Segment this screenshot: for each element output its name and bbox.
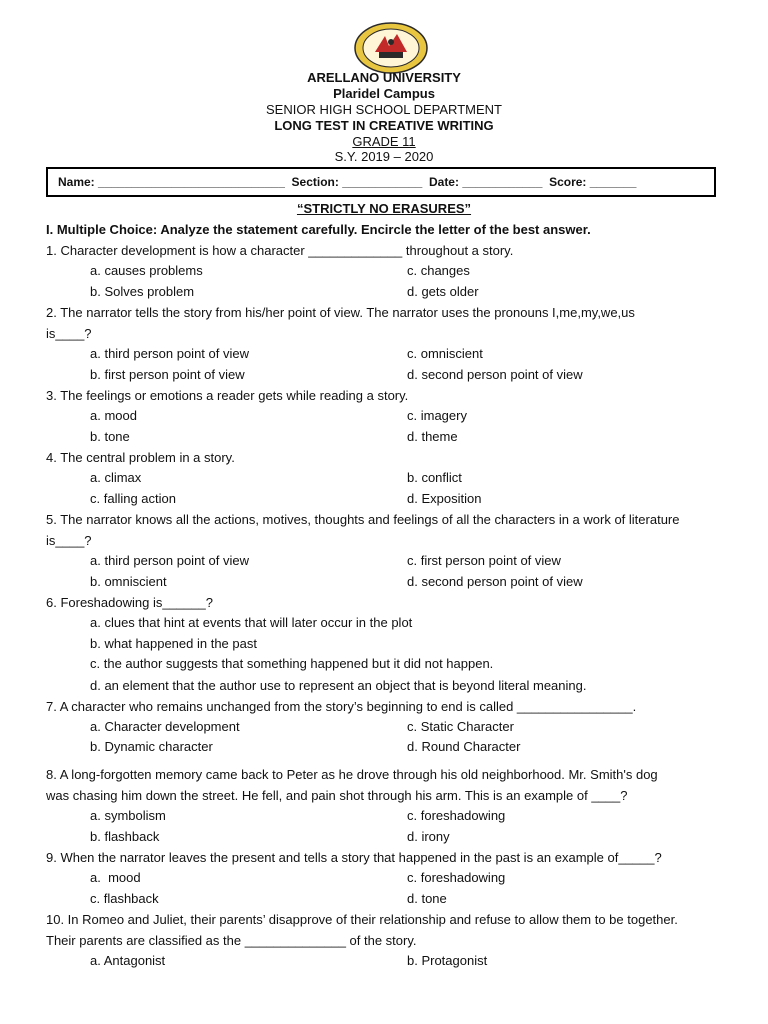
question-8: 8. A long-forgotten memory came back to Peter as he drove through his old neighborhood. Mr. Smith's dog (46, 767, 658, 782)
choice-10a[interactable]: a. Antagonist (90, 953, 166, 968)
choice-8d[interactable]: d. irony (407, 829, 450, 844)
choice-9d[interactable]: d. tone (407, 891, 447, 906)
choice-4d[interactable]: d. Exposition (407, 491, 482, 506)
choice-6a[interactable]: a. clues that hint at events that will later occur in the plot (90, 615, 413, 630)
question-8-cont: was chasing him down the street. He fell, and pain shot through his arm. This is an example of ____? (46, 788, 628, 803)
question-10: 10. In Romeo and Juliet, their parents’ disapprove of their relationship and refuse to allow them to be together. (46, 912, 678, 927)
question-2-cont: is____? (46, 326, 92, 341)
choice-9c-second[interactable]: c. flashback (90, 891, 159, 906)
question-5: 5. The narrator knows all the actions, motives, thoughts and feelings of all the characters in a work of literature (46, 512, 680, 527)
university-name: ARELLANO UNIVERSITY (307, 70, 461, 85)
choice-1b[interactable]: b. Solves problem (90, 284, 195, 299)
choice-8b[interactable]: b. flashback (90, 829, 160, 844)
choice-3c[interactable]: c. imagery (407, 408, 467, 423)
question-6: 6. Foreshadowing is______? (46, 595, 213, 610)
question-10-cont: Their parents are classified as the ______________ of the story. (46, 933, 417, 948)
choice-9a[interactable]: a. mood (90, 870, 141, 885)
grade-level: GRADE 11 (352, 134, 416, 149)
choice-5b[interactable]: b. omniscient (90, 574, 167, 589)
choice-2d[interactable]: d. second person point of view (407, 367, 583, 382)
question-5-cont: is____? (46, 533, 92, 548)
question-2: 2. The narrator tells the story from his/her point of view. The narrator uses the pronouns I,me,my,we,us (46, 305, 635, 320)
choice-6b[interactable]: b. what happened in the past (90, 636, 257, 651)
choice-1d[interactable]: d. gets older (407, 284, 479, 299)
campus-name: Plaridel Campus (333, 86, 435, 101)
no-erasures-notice: “STRICTLY NO ERASURES” (296, 201, 472, 216)
instructions: I. Multiple Choice: Analyze the statement carefully. Encircle the letter of the best answer. (46, 222, 591, 237)
choice-7d[interactable]: d. Round Character (407, 739, 521, 754)
choice-7c[interactable]: c. Static Character (407, 719, 514, 734)
question-7: 7. A character who remains unchanged from the story’s beginning to end is called ________________. (46, 699, 637, 714)
question-9: 9. When the narrator leaves the present and tells a story that happened in the past is an example of_____? (46, 850, 662, 865)
student-info-box[interactable]: Name: ____________________________ Section: ____________ Date: ____________ Score: _______ (46, 167, 716, 197)
choice-8a[interactable]: a. symbolism (90, 808, 166, 823)
choice-2c[interactable]: c. omniscient (407, 346, 483, 361)
choice-6d[interactable]: d. an element that the author use to represent an object that is beyond literal meaning. (90, 678, 587, 693)
test-title: LONG TEST IN CREATIVE WRITING (274, 118, 494, 133)
choice-9c[interactable]: c. foreshadowing (407, 870, 506, 885)
choice-3b[interactable]: b. tone (90, 429, 130, 444)
question-4: 4. The central problem in a story. (46, 450, 235, 465)
choice-3d[interactable]: d. theme (407, 429, 458, 444)
choice-5c[interactable]: c. first person point of view (407, 553, 561, 568)
choice-4a[interactable]: a. climax (90, 470, 142, 485)
choice-8c[interactable]: c. foreshadowing (407, 808, 506, 823)
choice-5d[interactable]: d. second person point of view (407, 574, 583, 589)
choice-10b[interactable]: b. Protagonist (407, 953, 488, 968)
choice-2a[interactable]: a. third person point of view (90, 346, 249, 361)
choice-4b[interactable]: b. conflict (407, 470, 462, 485)
choice-7b[interactable]: b. Dynamic character (90, 739, 213, 754)
school-year: S.Y. 2019 – 2020 (334, 149, 434, 164)
choice-1a[interactable]: a. causes problems (90, 263, 203, 278)
choice-3a[interactable]: a. mood (90, 408, 137, 423)
question-3: 3. The feelings or emotions a reader gets while reading a story. (46, 388, 409, 403)
choice-2b[interactable]: b. first person point of view (90, 367, 245, 382)
question-1: 1. Character development is how a character _____________ throughout a story. (46, 243, 514, 258)
university-seal-logo (353, 22, 429, 74)
choice-6c[interactable]: c. the author suggests that something happened but it did not happen. (90, 656, 494, 671)
choice-4c[interactable]: c. falling action (90, 491, 176, 506)
choice-7a[interactable]: a. Character development (90, 719, 240, 734)
choice-1c[interactable]: c. changes (407, 263, 470, 278)
choice-5a[interactable]: a. third person point of view (90, 553, 249, 568)
department-name: SENIOR HIGH SCHOOL DEPARTMENT (266, 102, 502, 117)
